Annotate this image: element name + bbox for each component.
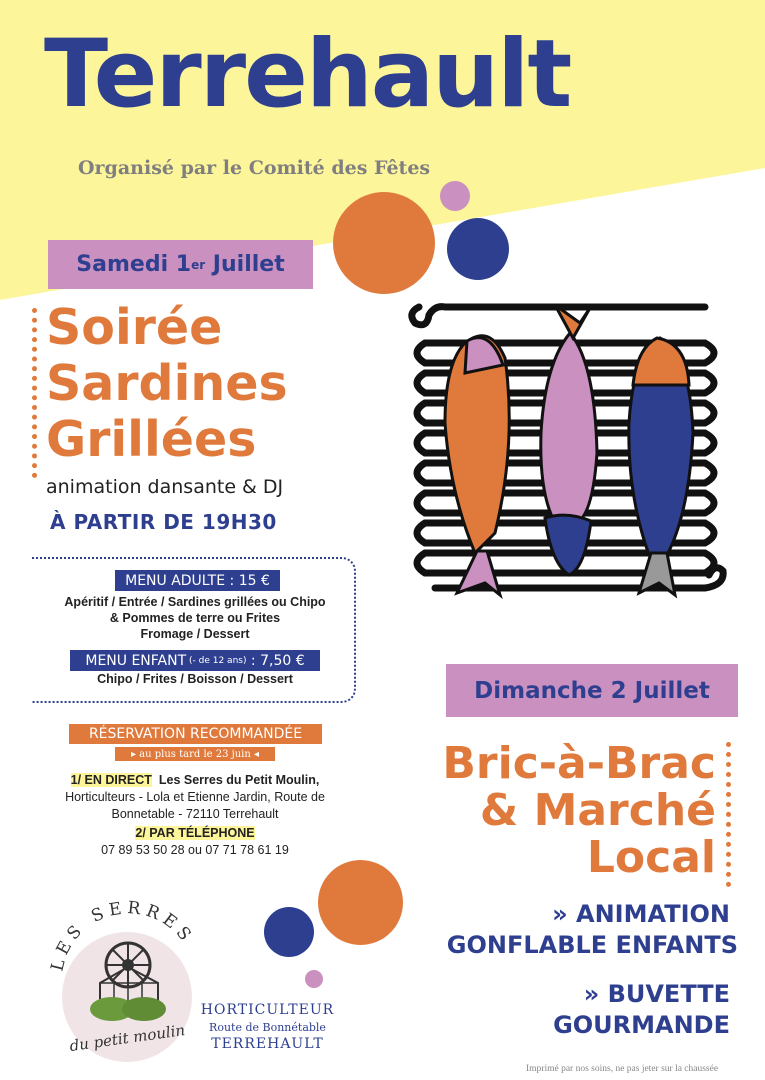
menu-adult-line-1: Apéritif / Entrée / Sardines grillées ou Chipo: [64, 595, 326, 609]
organizer-line: Organisé par le Comité des Fêtes: [78, 157, 431, 179]
footer-note: Imprimé par nos soins, ne pas jeter sur la chaussée: [526, 1064, 719, 1074]
saturday-subtitle: animation dansante & DJ: [46, 476, 284, 498]
horticulteur-title: HORTICULTEUR: [200, 1002, 335, 1018]
decor-circle-orange-large: [333, 192, 435, 294]
menu-adult-details: [42, 594, 348, 642]
reservation-title: RÉSERVATION RECOMMANDÉE: [69, 724, 322, 744]
menu-adult-label: MENU ADULTE : 15 €: [115, 570, 280, 591]
menu-child-age: (- de 12 ans): [186, 655, 247, 666]
saturday-title-line-2: Sardines: [46, 355, 288, 412]
saturday-time: À PARTIR DE 19H30: [50, 510, 277, 534]
sunday-title-line-2: & Marché: [479, 785, 716, 836]
saturday-title: [46, 300, 288, 468]
sunday-feature-1: [400, 899, 738, 961]
reservation-direct-label: 1/ EN DIRECT: [70, 773, 152, 787]
sunday-feature-1-line-2: GONFLABLE ENFANTS: [446, 931, 738, 959]
svg-text:LES SERRES: [47, 898, 197, 973]
reservation-direct-line-2: Bonnetable - 72110 Terrehault: [111, 807, 279, 821]
saturday-dotted-rule: [32, 308, 37, 478]
menu-child-label-main: MENU ENFANT: [85, 652, 187, 669]
decor-circle-pink-bottom: [305, 970, 323, 988]
horticulteur-address: Route de Bonnétable: [209, 1021, 326, 1034]
sunday-feature-1-line-1: » ANIMATION: [552, 900, 730, 928]
menu-child-label: [70, 650, 320, 671]
reservation-direct-line-1: Horticulteurs - Lola et Etienne Jardin, Route de: [65, 790, 325, 804]
saturday-title-line-3: Grillées: [46, 411, 257, 468]
sunday-feature-2-line-1: » BUVETTE: [583, 980, 730, 1008]
menu-child-line-1: Chipo / Frites / Boisson / Dessert: [97, 672, 293, 686]
saturday-date-badge: [48, 240, 313, 289]
saturday-date-suffix: Juillet: [205, 252, 285, 277]
sunday-title: [380, 740, 716, 881]
page-title: Terrehault: [44, 20, 571, 129]
decor-circle-blue-bottom: [264, 907, 314, 957]
logo-script-text: du petit moulin: [68, 1021, 187, 1056]
sunday-title-line-1: Bric-à-Brac: [442, 738, 716, 789]
sunday-dotted-rule: [726, 742, 731, 887]
decor-circle-blue: [447, 218, 509, 280]
logo-arc-text: LES SERRES: [47, 898, 198, 974]
grilled-sardines-illustration: [405, 293, 735, 603]
menu-adult-line-2: & Pommes de terre ou Frites: [109, 611, 281, 625]
reservation-deadline: ▸ au plus tard le 23 juin ◂: [115, 747, 275, 761]
sunday-date-badge: Dimanche 2 Juillet: [446, 664, 738, 717]
saturday-date-prefix: Samedi 1: [76, 252, 192, 277]
reservation-contact: [30, 772, 360, 859]
horticulteur-town: TERREHAULT: [211, 1036, 324, 1052]
saturday-title-line-1: Soirée: [46, 299, 223, 356]
reservation-direct: [30, 772, 360, 789]
reservation-direct-place: Les Serres du Petit Moulin,: [158, 773, 320, 787]
sunday-feature-2-line-2: GOURMANDE: [553, 1011, 730, 1039]
watermill-icon: [90, 943, 166, 1021]
sunday-title-line-3: Local: [586, 832, 716, 883]
menu-adult-line-3: Fromage / Dessert: [140, 627, 250, 641]
decor-circle-pink-small: [440, 181, 470, 211]
reservation-phone-numbers: 07 89 53 50 28 ou 07 71 78 61 19: [101, 843, 289, 857]
les-serres-logo: [40, 885, 215, 1065]
menu-child-price: : 7,50 €: [246, 652, 305, 669]
sunday-feature-2: [400, 979, 730, 1041]
reservation-phone-label: 2/ PAR TÉLÉPHONE: [135, 826, 255, 840]
horticulteur-block: [195, 1002, 340, 1052]
saturday-date-sup: er: [191, 257, 206, 272]
menu-child-details: [42, 671, 348, 687]
